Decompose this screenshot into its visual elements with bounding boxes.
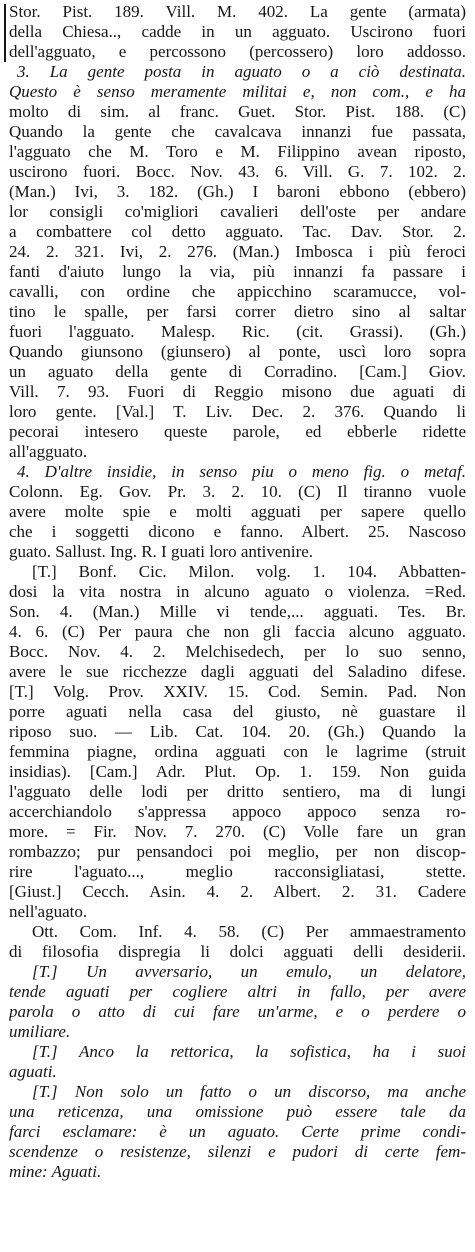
text-line: l'agguato che M. Toro e M. Filippino avean riposto, <box>9 142 466 161</box>
text-line: (Man.) Ivi, 3. 182. (Gh.) I baroni ebbono (ebbero) <box>9 182 466 201</box>
text-line: molto di sim. al franc. Guet. Stor. Pist. 188. (C) <box>9 102 466 121</box>
text-line: nell'aguato. <box>9 902 88 921</box>
text-line: un aguato della gente di Corradino. [Cam.] Giov. <box>9 362 466 381</box>
text-line: insidias). [Cam.] Adr. Plut. Op. 1. 159. Non guida <box>9 762 466 781</box>
margin-rule <box>4 4 6 62</box>
text-line: di filosofia dispregia li dolci agguati delli desiderii. <box>9 942 466 961</box>
text-line: more. = Fir. Nov. 7. 270. (C) Volle fare un gran <box>9 822 466 841</box>
example-line: una reticenza, una omissione può essere tale da <box>9 1102 466 1121</box>
text-line: all'agguato. <box>9 442 88 461</box>
text-line: [T.] Volg. Prov. XXIV. 15. Cod. Semin. Pad. Non <box>9 682 466 701</box>
text-line: rombazzo; pur pensandoci poi meglio, per non discop- <box>9 842 466 861</box>
text-line: rire l'aguato..., meglio racconsigliatasi, stette. <box>9 862 466 881</box>
text-line: Ott. Com. Inf. 4. 58. (C) Per ammaestramento <box>32 922 466 941</box>
example-line: parola o atto di cui fare un'arme, e o perdere o <box>9 1002 466 1021</box>
text-line: Quando la gente che cavalcava innanzi fue passata, <box>9 122 466 141</box>
text-line: [Giust.] Cecch. Asin. 4. 2. Albert. 2. 31. Cadere <box>9 882 466 901</box>
text-line: pecorai intesero queste parole, ed ebberle ridette <box>9 422 466 441</box>
example-line: umiliare. <box>9 1022 71 1041</box>
text-line: Questo è senso meramente militai e, non com., e ha <box>9 82 466 101</box>
text-line: avere le sue ricchezze dagli agguati del Saladino difese. <box>9 662 466 681</box>
example-line: mine: Aguati. <box>9 1162 102 1181</box>
example-line: [T.] Anco la rettorica, la sofistica, ha i suoi <box>32 1042 466 1061</box>
text-line: della Chiesa.., cadde in un agguato. Uscirono fuori <box>9 22 466 41</box>
text-line: Stor. Pist. 189. Vill. M. 402. La gente (armata) <box>9 2 466 21</box>
text-line: uscirono fuori. Bocc. Nov. 43. 6. Vill. G. 7. 102. 2. <box>9 162 466 181</box>
text-line: riposo suo. — Lib. Cat. 104. 20. (Gh.) Quando la <box>9 722 466 741</box>
text-line: Vill. 7. 93. Fuori di Reggio misono due aguati di <box>9 382 466 401</box>
sense-4-heading: 4. D'altre insidie, in senso piu o meno fig. o metaf. <box>17 462 466 481</box>
text-line: l'agguato delle lodi per dritto sentiero, ma di lungi <box>9 782 466 801</box>
text-line: dell'agguato, e percossono (percossero) loro addosso. <box>9 42 466 61</box>
example-line: farci esclamare: è un aguato. Certe prime condi- <box>9 1122 466 1141</box>
text-line: 4. 6. (C) Per paura che non gli faccia alcuno agguato. <box>9 622 466 641</box>
example-line: scendenze o resistenze, silenzi e pudori di certe fem- <box>9 1142 466 1161</box>
text-line: Colonn. Eg. Gov. Pr. 3. 2. 10. (C) Il tiranno vuole <box>9 482 466 501</box>
sense-3-heading: 3. La gente posta in aguato o a ciò destinata. <box>17 62 466 81</box>
text-line: Son. 4. (Man.) Mille vi tende,... agguati. Tes. Br. <box>9 602 466 621</box>
text-line: Bocc. Nov. 4. 2. Melchisedech, per lo suo senno, <box>9 642 466 661</box>
text-line: porre aguati nella casa del giusto, nè guastare il <box>9 702 466 721</box>
text-line: Quando giunsono (giunsero) al ponte, uscì loro sopra <box>9 342 466 361</box>
example-line: tende aguati per cogliere altri in fallo, per avere <box>9 982 466 1001</box>
example-line: aguati. <box>9 1062 57 1081</box>
text-line: fuori l'agguato. Malesp. Ric. (cit. Grassi). (Gh.) <box>9 322 466 341</box>
text-line: che i soggetti dicono e fanno. Albert. 25. Nascoso <box>9 522 466 541</box>
text-line: dosi la vita nostra in alcuno aguato o violenza. =Red. <box>9 582 466 601</box>
text-line: lor consigli co'migliori cavalieri dell'oste per andare <box>9 202 466 221</box>
text-line: cavalli, con ordine che appicchino scaramucce, vol- <box>9 282 466 301</box>
text-line: accerchiandolo s'appressa appoco appoco senza ro- <box>9 802 466 821</box>
example-line: [T.] Non solo un fatto o un discorso, ma anche <box>32 1082 466 1101</box>
text-line: femmina piagne, ordina agguati con le lagrime (struit <box>9 742 466 761</box>
example-line: [T.] Un avversario, un emulo, un delatore, <box>32 962 466 981</box>
text-line: avere molte spie e molti agguati per sapere quello <box>9 502 466 521</box>
text-line: fanti d'aiuto lungo la via, più innanzi fa passare i <box>9 262 466 281</box>
text-line: guato. Sallust. Ing. R. I guati loro antivenire. <box>9 542 314 561</box>
text-line: tino le spalle, per farsi correr dietro sino al saltar <box>9 302 466 321</box>
text-line: loro gente. [Val.] T. Liv. Dec. 2. 376. Quando li <box>9 402 466 421</box>
text-line: a combattere col detto agguato. Tac. Dav. Stor. 2. <box>9 222 466 241</box>
text-line: 24. 2. 321. Ivi, 2. 276. (Man.) Imbosca i più feroci <box>9 242 466 261</box>
text-line: [T.] Bonf. Cic. Milon. volg. 1. 104. Abbatten- <box>32 562 466 581</box>
